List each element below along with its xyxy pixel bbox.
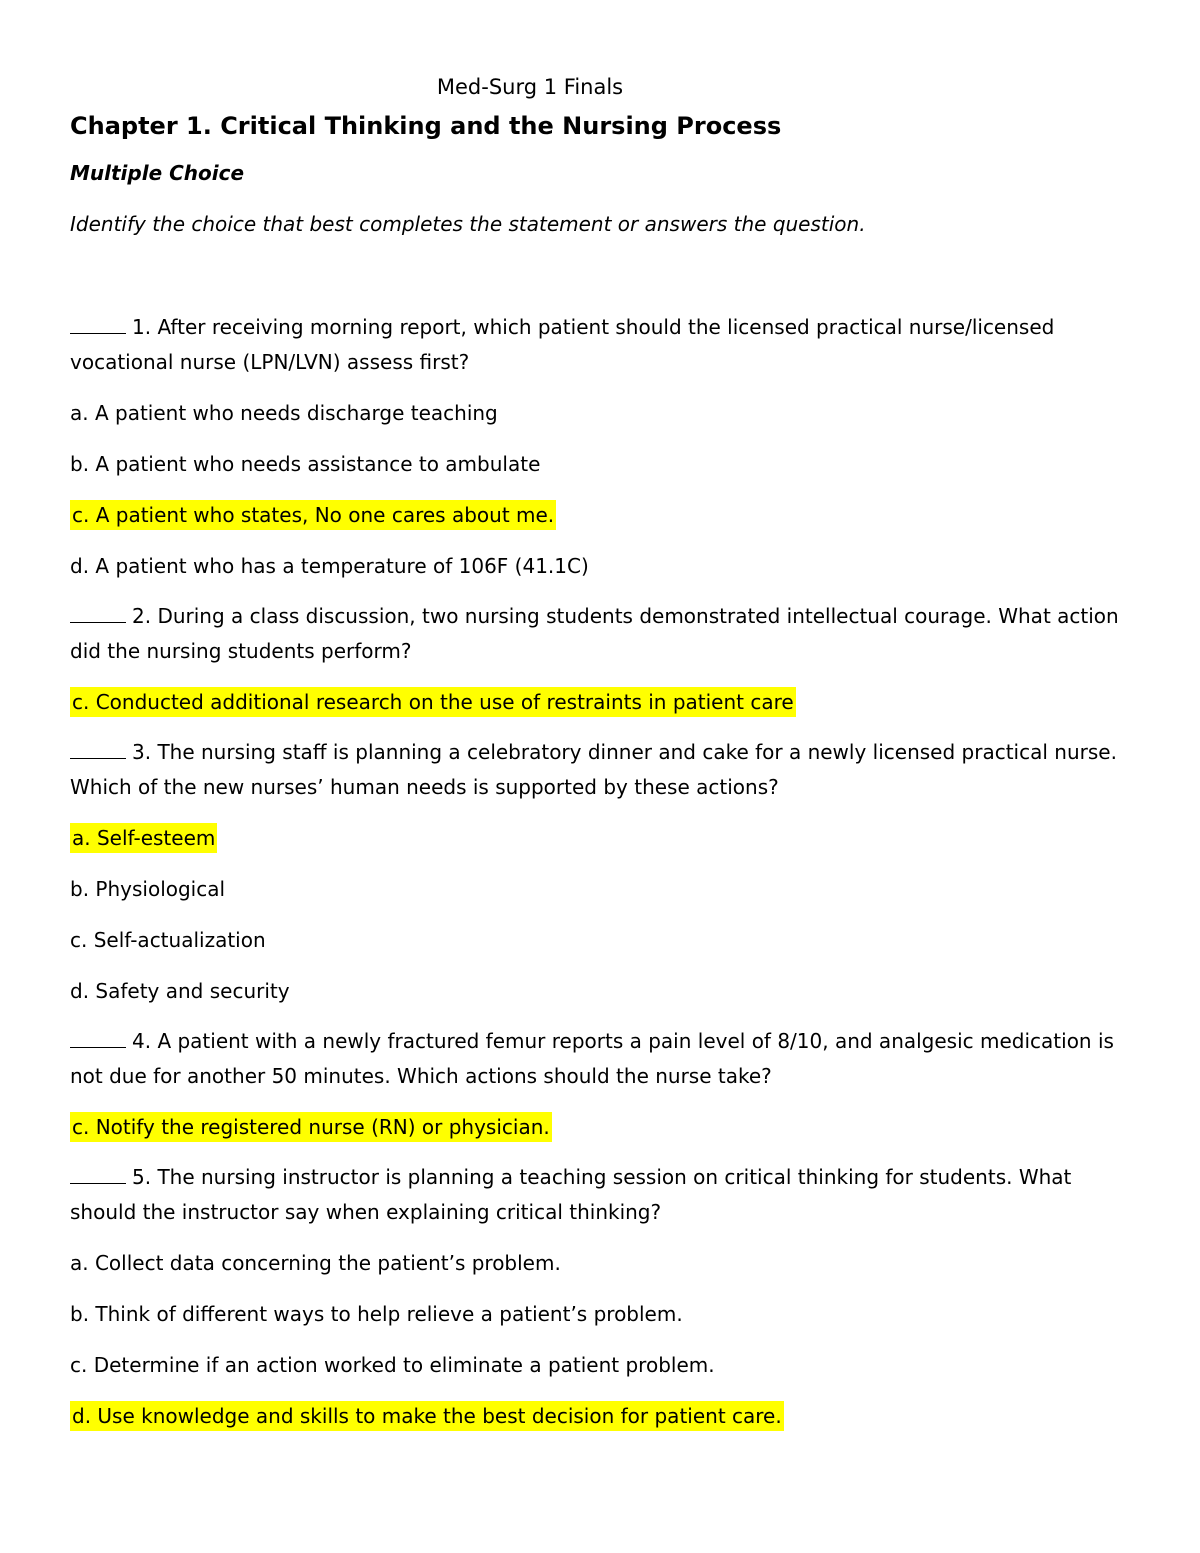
answer-blank <box>70 1027 126 1048</box>
option <box>70 395 1130 431</box>
option-highlighted <box>70 1398 1130 1434</box>
answer-blank <box>70 738 126 759</box>
answer-blank <box>70 313 126 334</box>
highlighted-answer: c. A patient who states, No one cares about me. <box>70 500 556 530</box>
chapter-title: Chapter 1. Critical Thinking and the Nursing Process <box>70 112 782 140</box>
question-text: 5. The nursing instructor is planning a teaching session on critical thinking for students. What should the instructor say when explaining critical thinking? <box>70 1165 1072 1224</box>
document-body <box>70 110 1130 1449</box>
option-text: d. A patient who has a temperature of 106F (41.1C) <box>70 554 589 578</box>
option <box>70 1245 1130 1281</box>
question-text: 4. A patient with a newly fractured femur reports a pain level of 8/10, and analgesic medication is not due for another 50 minutes. Which actions should the nurse take? <box>70 1029 1114 1088</box>
question-1 <box>70 310 1130 380</box>
option <box>70 446 1130 482</box>
instructions: Identify the choice that best completes the statement or answers the question. <box>70 212 866 236</box>
option <box>70 871 1130 907</box>
option-text: c. Determine if an action worked to eliminate a patient problem. <box>70 1353 715 1377</box>
option <box>70 548 1130 584</box>
option-text: b. Physiological <box>70 877 226 901</box>
question-2 <box>70 599 1130 669</box>
option <box>70 1347 1130 1383</box>
question-text: 1. After receiving morning report, which patient should the licensed practical nurse/licensed vocational nurse (LPN/LVN) assess first? <box>70 315 1055 374</box>
option <box>70 1296 1130 1332</box>
option-text: a. Collect data concerning the patient’s problem. <box>70 1251 561 1275</box>
option-highlighted <box>70 1109 1130 1145</box>
highlighted-answer: c. Conducted additional research on the use of restraints in patient care <box>70 687 796 717</box>
page-header: Med-Surg 1 Finals <box>436 75 624 99</box>
answer-blank <box>70 1163 126 1184</box>
option-text: b. A patient who needs assistance to ambulate <box>70 452 541 476</box>
question-text: 3. The nursing staff is planning a celebratory dinner and cake for a newly licensed practical nurse. Which of the new nurses’ human needs is supported by these actions? <box>70 740 1117 799</box>
option-text: b. Think of different ways to help relieve a patient’s problem. <box>70 1302 683 1326</box>
option <box>70 973 1130 1009</box>
option-text: a. A patient who needs discharge teaching <box>70 401 498 425</box>
question-4 <box>70 1024 1130 1094</box>
option-text: d. Safety and security <box>70 979 290 1003</box>
option-highlighted <box>70 684 1130 720</box>
option-highlighted <box>70 820 1130 856</box>
highlighted-answer: c. Notify the registered nurse (RN) or physician. <box>70 1112 552 1142</box>
question-5 <box>70 1160 1130 1230</box>
option-text: c. Self-actualization <box>70 928 266 952</box>
section-title: Multiple Choice <box>70 161 245 185</box>
highlighted-answer: d. Use knowledge and skills to make the best decision for patient care. <box>70 1401 784 1431</box>
question-text: 2. During a class discussion, two nursing students demonstrated intellectual courage. What action did the nursing students perform? <box>70 604 1119 663</box>
highlighted-answer: a. Self-esteem <box>70 823 217 853</box>
option <box>70 922 1130 958</box>
option-highlighted <box>70 497 1130 533</box>
answer-blank <box>70 602 126 623</box>
question-3 <box>70 735 1130 805</box>
